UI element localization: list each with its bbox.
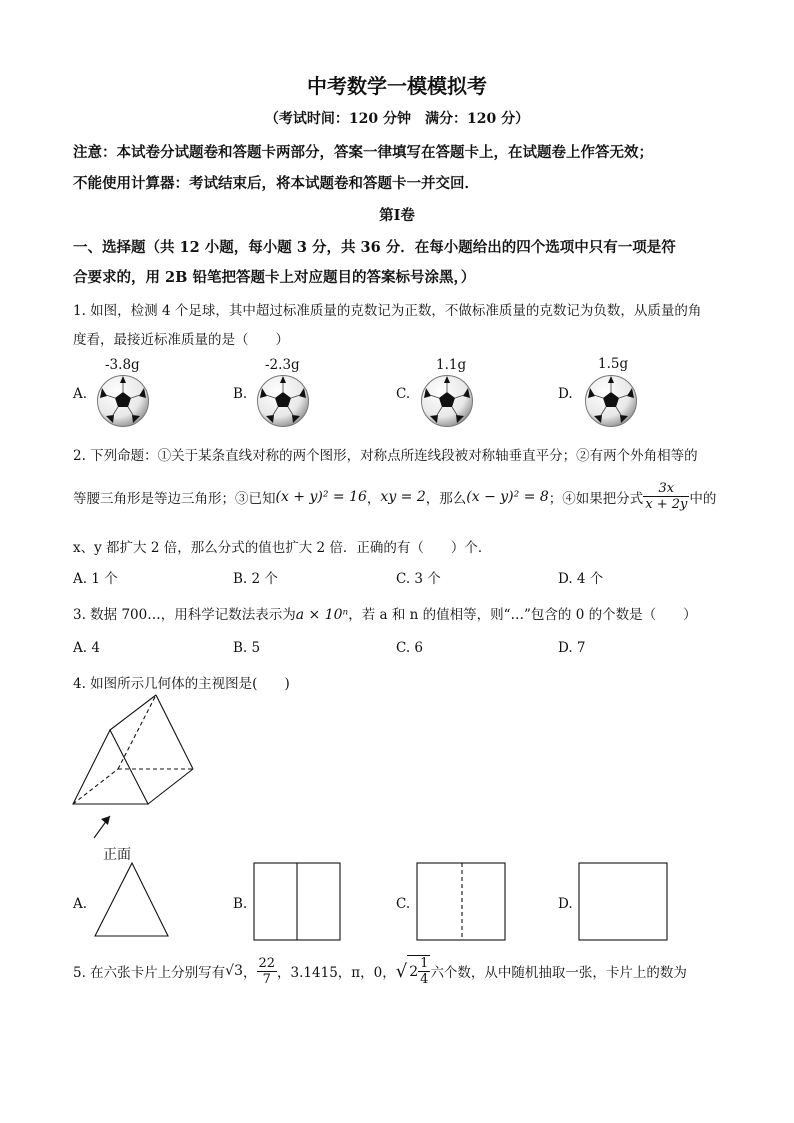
q2-fraction-denominator: x + 2y [645, 497, 688, 512]
q2-fraction [643, 481, 689, 512]
part1-instruction-2: 合要求的，用 2B 铅笔把答题卡上对应题目的答案标号涂黑，） [73, 269, 476, 286]
q1-option-d-label[interactable]: D. [558, 386, 573, 402]
q4-option-c-label[interactable]: C. [396, 896, 411, 912]
page-title: 中考数学一模模拟考 [307, 74, 487, 98]
q2-sep-1: ， [366, 490, 381, 507]
q2-text-b: ，那么 [425, 490, 467, 507]
option-c-rectangle-dashed-divider [416, 862, 508, 942]
q3-expression: a × 10ⁿ [295, 607, 349, 623]
q4-option-b-label[interactable]: B. [233, 896, 248, 912]
q5-mixed-whole: 2 [409, 963, 419, 980]
option-b-rectangle-solid-divider [253, 862, 343, 942]
section-title: 第Ⅰ卷 [379, 207, 415, 224]
q2-text-d: 中的 [689, 490, 717, 507]
front-view-label: 正面 [103, 847, 131, 863]
q1-option-b-weight: -2.3g [265, 357, 300, 373]
q2-option-a[interactable]: A. 1 个 [73, 571, 118, 587]
q5-sep: ， [243, 965, 257, 981]
q4-option-a-label[interactable]: A. [73, 896, 88, 912]
q2-stem-3: x、y 都扩大 2 倍，那么分式的值也扩大 2 倍．正确的有（ ）个． [73, 540, 492, 556]
q3-option-a[interactable]: A. 4 [73, 640, 100, 656]
q5-text-b: 六个数，从中随机抽取一张，卡片上的数为 [430, 965, 687, 981]
q5-stem [73, 955, 687, 987]
q2-eq-3: (x − y)² = 8 [466, 488, 549, 505]
notice-line-2: 不能使用计算器：考试结束后，将本试题卷和答题卡一并交回． [73, 175, 479, 192]
q5-fraction-numerator: 22 [258, 955, 276, 971]
q3-option-c[interactable]: C. 6 [396, 640, 424, 656]
soccer-ball-icon [584, 374, 638, 428]
q3-stem [73, 603, 697, 623]
q1-option-b-label[interactable]: B. [233, 386, 248, 402]
q5-fraction-denominator: 7 [262, 971, 271, 987]
soccer-ball-icon [420, 374, 474, 428]
q2-eq-2: xy = 2 [380, 488, 426, 505]
q3-text-a: 3. 数据 700…，用科学记数法表示为 [73, 607, 296, 623]
q5-mixed-numerator: 1 [420, 956, 429, 971]
q2-option-d[interactable]: D. 4 个 [558, 571, 604, 587]
triangular-prism-figure [70, 692, 200, 852]
part1-instruction-1: 一、选择题（共 12 小题，每小题 3 分，共 36 分．在每小题给出的四个选项中只有一项是符 [73, 239, 676, 256]
q1-option-d-weight: 1.5g [598, 356, 629, 372]
q3-text-b: ，若 a 和 n 的值相等，则“…”包含的 0 的个数是（ ） [348, 607, 697, 623]
q2-option-b[interactable]: B. 2 个 [233, 571, 278, 587]
q4-option-d-label[interactable]: D. [558, 896, 573, 912]
q2-stem-2 [73, 481, 716, 512]
q5-text-a: 5. 在六张卡片上分别写有 [73, 965, 226, 981]
q2-eq-1: (x + y)² = 16 [275, 488, 367, 505]
q1-option-a-weight: -3.8g [105, 357, 140, 373]
soccer-ball-icon [256, 374, 310, 428]
radical-icon: √ [395, 960, 408, 982]
q1-option-c-weight: 1.1g [436, 357, 467, 373]
notice-line-1: 注意：本试卷分试题卷和答题卡两部分，答案一律填写在答题卡上，在试题卷上作答无效； [73, 144, 653, 161]
q5-radicand [407, 955, 430, 987]
exam-info: （考试时间：120 分钟 满分：120 分） [264, 111, 530, 127]
q1-option-c-label[interactable]: C. [396, 386, 411, 402]
q5-sqrt3: √3 [225, 963, 243, 979]
q1-option-a-label[interactable]: A. [73, 386, 88, 402]
q1-stem-2: 度看，最接近标准质量的是（ ） [73, 332, 289, 348]
q3-option-b[interactable]: B. 5 [233, 640, 261, 656]
q5-mixed-fraction [418, 956, 430, 987]
q2-option-c[interactable]: C. 3 个 [396, 571, 441, 587]
q1-stem-1: 1. 如图，检测 4 个足球，其中超过标准质量的克数记为正数，不做标准质量的克数记为负数，从质量的角 [73, 303, 702, 319]
q5-rest: ，3.1415，π，0， [277, 965, 396, 981]
option-d-rectangle [578, 862, 670, 942]
q5-fraction [257, 956, 278, 987]
q2-text-c: ；④如果把分式 [548, 490, 644, 507]
q2-fraction-numerator: 3x [643, 481, 689, 497]
q5-sqrt-mixed [396, 955, 431, 987]
q3-option-d[interactable]: D. 7 [558, 640, 586, 656]
q2-stem-1: 2. 下列命题：①关于某条直线对称的两个图形，对称点所连线段被对称轴垂直平分；②有两个外角相等的 [73, 448, 698, 464]
q2-text-a: 等腰三角形是等边三角形；③已知 [73, 490, 276, 507]
soccer-ball-icon [96, 374, 150, 428]
q5-mixed-denominator: 4 [420, 972, 429, 987]
option-a-triangle [92, 860, 172, 940]
q4-stem: 4. 如图所示几何体的主视图是( ) [73, 676, 290, 692]
